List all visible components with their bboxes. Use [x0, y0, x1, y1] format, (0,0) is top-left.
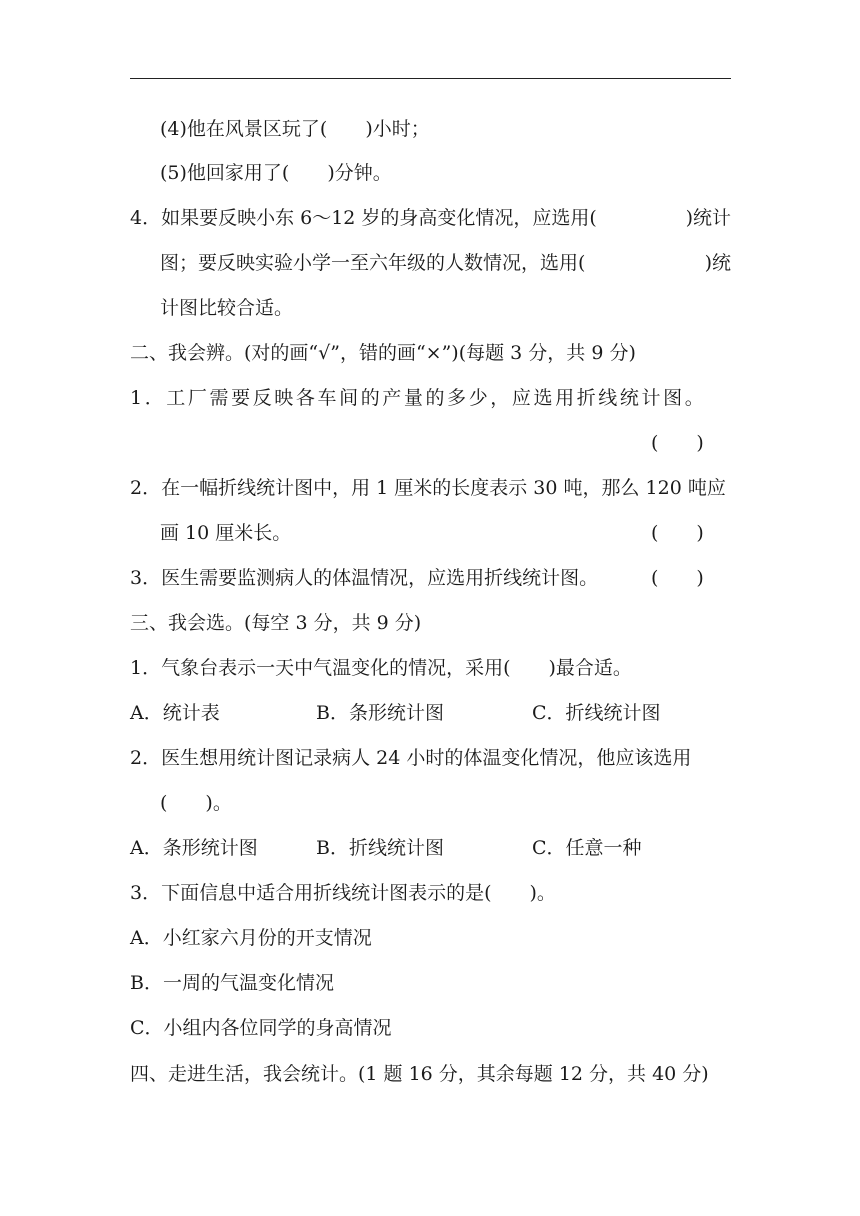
question-4-line-2-left: 图；要反映实验小学一至六年级的人数情况，选用(: [160, 252, 586, 274]
question-1-5: (5)他回家用了( )分钟。: [160, 162, 392, 184]
question-4-line-1: [130, 205, 731, 231]
header-rule: [130, 78, 731, 79]
section-3-question-1-option-a[interactable]: A．统计表: [130, 702, 220, 724]
section-3-question-1-option-b[interactable]: B．条形统计图: [316, 702, 444, 724]
question-4-line-2-right: )统: [704, 252, 731, 274]
question-4-line-2: [160, 250, 731, 276]
section-3-question-1-option-c[interactable]: C．折线统计图: [532, 702, 661, 724]
section-3-question-2-line-1: 2．医生想用统计图记录病人 24 小时的体温变化情况，他应该选用: [130, 747, 692, 769]
section-2-question-2-line-2: 画 10 厘米长。: [160, 522, 292, 544]
section-3-question-2-line-2: ( )。: [160, 792, 232, 814]
question-4-line-1-right: )统计: [685, 207, 731, 229]
section-2-question-3: 3．医生需要监测病人的体温情况，应选用折线统计图。: [130, 567, 599, 589]
section-2-question-3-answer-blank[interactable]: ( ): [651, 567, 704, 589]
section-3-question-1: 1．气象台表示一天中气温变化的情况，采用( )最合适。: [130, 657, 632, 679]
question-4-line-3: 计图比较合适。: [160, 297, 294, 319]
section-4-title: 四、走进生活，我会统计。(1 题 16 分，其余每题 12 分，共 40 分): [130, 1063, 709, 1085]
question-4-line-1-left: 4．如果要反映小东 6～12 岁的身高变化情况，应选用(: [130, 207, 597, 229]
question-1-4: (4)他在风景区玩了( )小时；: [160, 118, 430, 140]
section-3-question-3-option-b[interactable]: B．一周的气温变化情况: [130, 972, 334, 994]
section-3-question-2-option-a[interactable]: A．条形统计图: [130, 837, 258, 859]
section-2-question-1: 1．工厂需要反映各车间的产量的多少，应选用折线统计图。: [130, 387, 707, 409]
section-3-question-2-option-b[interactable]: B．折线统计图: [316, 837, 444, 859]
section-3-question-3-option-c[interactable]: C．小组内各位同学的身高情况: [130, 1017, 392, 1039]
section-3-question-3: 3．下面信息中适合用折线统计图表示的是( )。: [130, 882, 556, 904]
section-3-question-2-option-c[interactable]: C．任意一种: [532, 837, 642, 859]
section-3-question-3-option-a[interactable]: A．小红家六月份的开支情况: [130, 927, 372, 949]
section-2-question-2-line-1: 2．在一幅折线统计图中，用 1 厘米的长度表示 30 吨，那么 120 吨应: [130, 477, 726, 499]
section-2-question-2-answer-blank[interactable]: ( ): [651, 522, 704, 544]
section-2-title: 二、我会辨。(对的画“√”，错的画“×”)(每题 3 分，共 9 分): [130, 342, 636, 364]
section-2-question-1-answer-blank[interactable]: ( ): [651, 432, 704, 454]
section-3-title: 三、我会选。(每空 3 分，共 9 分): [130, 612, 422, 634]
